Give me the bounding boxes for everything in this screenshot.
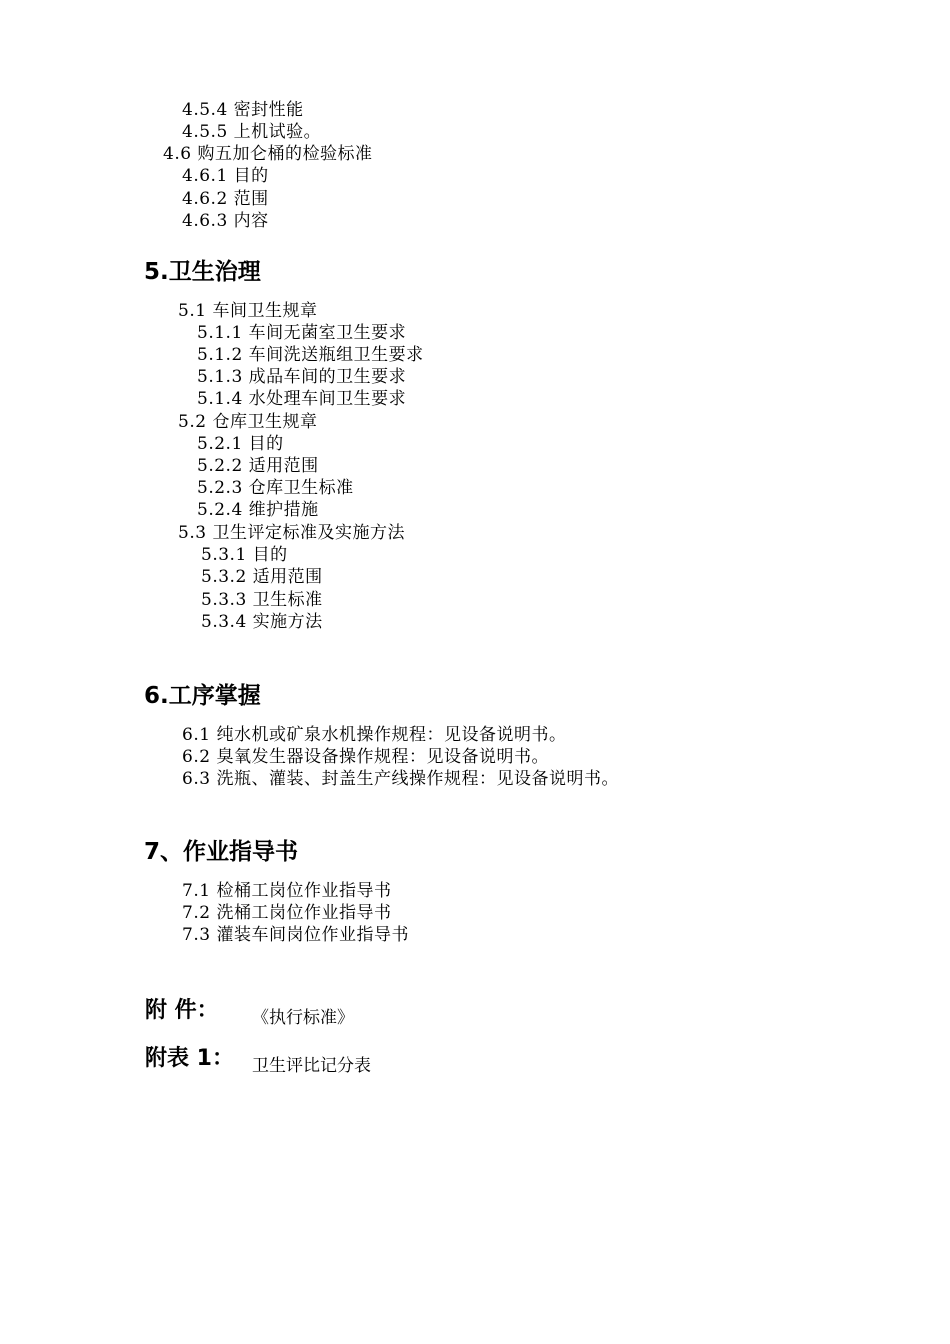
toc-item-6-3: 6.3 洗瓶、灌装、封盖生产线操作规程：见设备说明书。 [182,769,619,789]
toc-item-5-2-1: 5.2.1 目的 [197,434,284,454]
appendix-table-value: 卫生评比记分表 [252,1056,371,1076]
toc-item-5-1-3: 5.1.3 成品车间的卫生要求 [197,367,407,387]
toc-item-5-3-4: 5.3.4 实施方法 [201,612,323,632]
toc-item-5-2: 5.2 仓库卫生规章 [178,412,318,432]
appendix-value: 《执行标准》 [252,1008,354,1028]
toc-item-5-1-4: 5.1.4 水处理车间卫生要求 [197,389,407,409]
toc-item-5-1-1: 5.1.1 车间无菌室卫生要求 [197,323,407,343]
section-heading-7: 7、作业指导书 [144,839,299,865]
toc-item-6-2: 6.2 臭氧发生器设备操作规程：见设备说明书。 [182,747,549,767]
toc-item-5-3-3: 5.3.3 卫生标准 [201,590,323,610]
toc-item-7-1: 7.1 检桶工岗位作业指导书 [182,881,392,901]
toc-item-4-6-3: 4.6.3 内容 [182,211,269,231]
toc-item-5-3-1: 5.3.1 目的 [201,545,288,565]
toc-item-7-2: 7.2 洗桶工岗位作业指导书 [182,903,392,923]
toc-item-4-5-4: 4.5.4 密封性能 [182,100,304,120]
toc-item-5-3-2: 5.3.2 适用范围 [201,567,323,587]
toc-item-7-3: 7.3 灌装车间岗位作业指导书 [182,925,409,945]
toc-item-5-2-4: 5.2.4 维护措施 [197,500,319,520]
toc-item-4-6-2: 4.6.2 范围 [182,189,269,209]
toc-item-5-2-2: 5.2.2 适用范围 [197,456,319,476]
toc-item-4-6-1: 4.6.1 目的 [182,166,269,186]
toc-item-4-6: 4.6 购五加仑桶的检验标准 [163,144,373,164]
section-heading-5: 5.卫生治理 [144,259,261,285]
toc-item-6-1: 6.1 纯水机或矿泉水机操作规程：见设备说明书。 [182,725,567,745]
appendix-label: 附 件： [145,998,219,1023]
toc-item-4-5-5: 4.5.5 上机试验。 [182,122,322,142]
toc-item-5-3: 5.3 卫生评定标准及实施方法 [178,523,405,543]
section-heading-6: 6.工序掌握 [144,683,261,709]
toc-item-5-1: 5.1 车间卫生规章 [178,301,318,321]
toc-item-5-2-3: 5.2.3 仓库卫生标准 [197,478,354,498]
toc-item-5-1-2: 5.1.2 车间洗送瓶组卫生要求 [197,345,424,365]
appendix-table-label: 附表 1： [145,1046,234,1071]
